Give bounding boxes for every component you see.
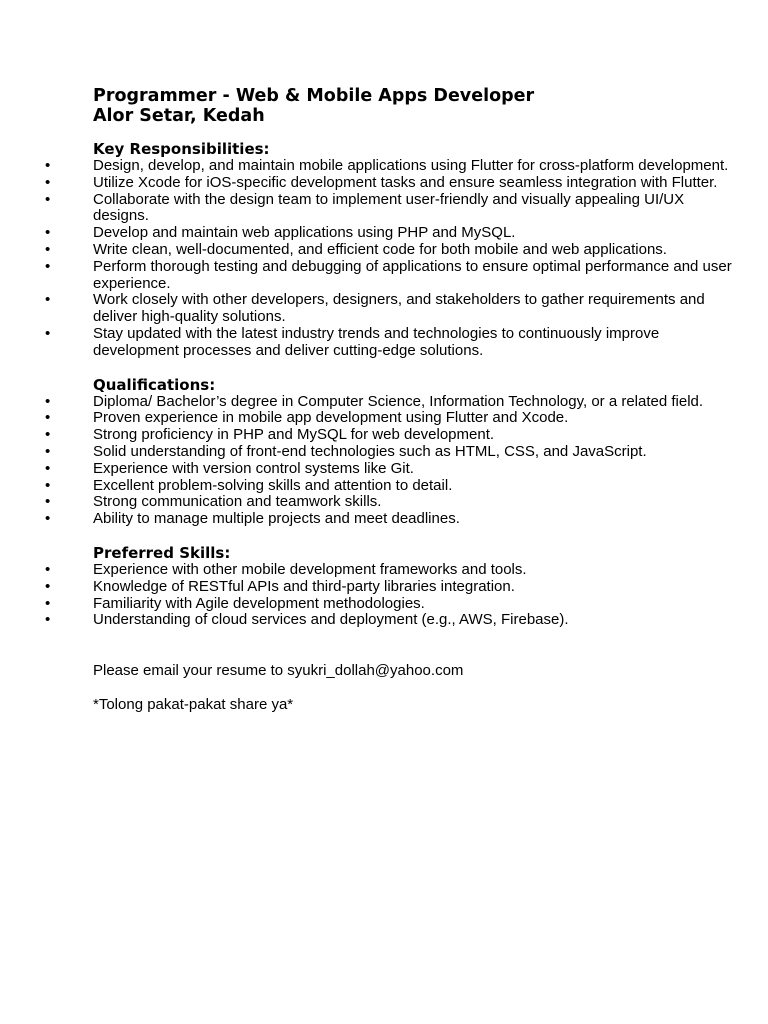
list-item: [45, 594, 733, 613]
list-item: [45, 577, 733, 596]
bullet-marker: •: [45, 190, 51, 208]
bullet-marker: •: [45, 291, 51, 309]
list-item-text: Ability to manage multiple projects and meet deadlines.: [93, 510, 460, 528]
list-item-text: Understanding of cloud services and deployment (e.g., AWS, Firebase).: [93, 611, 569, 629]
list-item-text: Diploma/ Bachelor’s degree in Computer Science, Information Technology, or a related field.: [93, 392, 704, 410]
list-item-text: Solid understanding of front-end technologies such as HTML, CSS, and JavaScript.: [93, 442, 647, 460]
list-item: [45, 157, 733, 175]
section-heading-responsibilities: Key Responsibilities:: [93, 140, 270, 158]
list-item: [45, 560, 733, 579]
list-item: [45, 392, 733, 411]
share-note: *Tolong pakat-pakat share ya*: [93, 695, 294, 713]
list-item-text: Work closely with other developers, designers, and stakeholders to gather requirements and deliver high-quality solutions.: [93, 291, 705, 326]
bullet-marker: •: [45, 459, 51, 477]
list-item-text: Excellent problem-solving skills and attention to detail.: [93, 476, 453, 494]
list-item: [45, 459, 733, 478]
bullet-marker: •: [45, 476, 51, 494]
list-item: [45, 409, 733, 427]
list-item-text: Experience with other mobile development frameworks and tools.: [93, 560, 527, 578]
qualifications-list: [45, 392, 733, 528]
list-item: [45, 510, 733, 528]
bullet-marker: •: [45, 577, 51, 595]
list-item-text: Knowledge of RESTful APIs and third-party libraries integration.: [93, 577, 515, 595]
bullet-marker: •: [45, 560, 51, 578]
job-title: Programmer - Web & Mobile Apps Developer: [93, 86, 535, 106]
list-item-text: Perform thorough testing and debugging of applications to ensure optimal performance and user experience.: [93, 257, 732, 292]
list-item: [45, 442, 733, 461]
bullet-marker: •: [45, 257, 51, 275]
bullet-marker: •: [45, 324, 51, 342]
list-item-text: Utilize Xcode for iOS-specific development tasks and ensure seamless integration with Flutter.: [93, 173, 718, 191]
bullet-marker: •: [45, 611, 51, 629]
bullet-marker: •: [45, 442, 51, 460]
section-heading-preferred-skills: Preferred Skills:: [93, 543, 231, 562]
list-item: [45, 476, 733, 495]
list-item-text: Proven experience in mobile app development using Flutter and Xcode.: [93, 409, 569, 427]
document-body: [45, 86, 733, 714]
list-item-text: Familiarity with Agile development methodologies.: [93, 594, 425, 612]
list-item-text: Stay updated with the latest industry trends and technologies to continuously improve development processes and deliver cutting-edge solutions.: [93, 324, 660, 359]
list-item-text: Write clean, well-documented, and efficient code for both mobile and web applications.: [93, 240, 667, 258]
list-item-text: Strong communication and teamwork skills.: [93, 493, 382, 511]
preferred-skills-list: [45, 560, 733, 629]
list-item: [45, 240, 733, 259]
list-item: [45, 291, 733, 326]
bullet-marker: •: [45, 493, 51, 511]
list-item: [45, 611, 733, 629]
bullet-marker: •: [45, 594, 51, 612]
bullet-marker: •: [45, 173, 51, 191]
bullet-marker: •: [45, 426, 51, 444]
list-item-text: Strong proficiency in PHP and MySQL for web development.: [93, 426, 495, 444]
bullet-marker: •: [45, 240, 51, 258]
list-item-text: Experience with version control systems like Git.: [93, 459, 414, 477]
list-item: [45, 493, 733, 511]
list-item: [45, 190, 733, 226]
bullet-marker: •: [45, 392, 51, 410]
bullet-marker: •: [45, 157, 51, 174]
job-location: Alor Setar, Kedah: [93, 106, 265, 126]
list-item: [45, 173, 733, 192]
section-heading-qualifications: Qualifications:: [93, 375, 216, 394]
bullet-marker: •: [45, 224, 51, 242]
bullet-marker: •: [45, 409, 51, 427]
list-item: [45, 324, 733, 360]
list-item-text: Collaborate with the design team to implement user-friendly and visually appealing UI/UX designs.: [93, 190, 685, 225]
contact-line: Please email your resume to syukri_dollah@yahoo.com: [93, 662, 464, 680]
list-item: [45, 224, 733, 242]
list-item-text: Design, develop, and maintain mobile applications using Flutter for cross-platform development.: [93, 157, 729, 174]
bullet-marker: •: [45, 510, 51, 528]
responsibilities-list: [45, 157, 733, 360]
list-item: [45, 426, 733, 444]
list-item-text: Develop and maintain web applications using PHP and MySQL.: [93, 224, 516, 242]
list-item: [45, 257, 733, 293]
